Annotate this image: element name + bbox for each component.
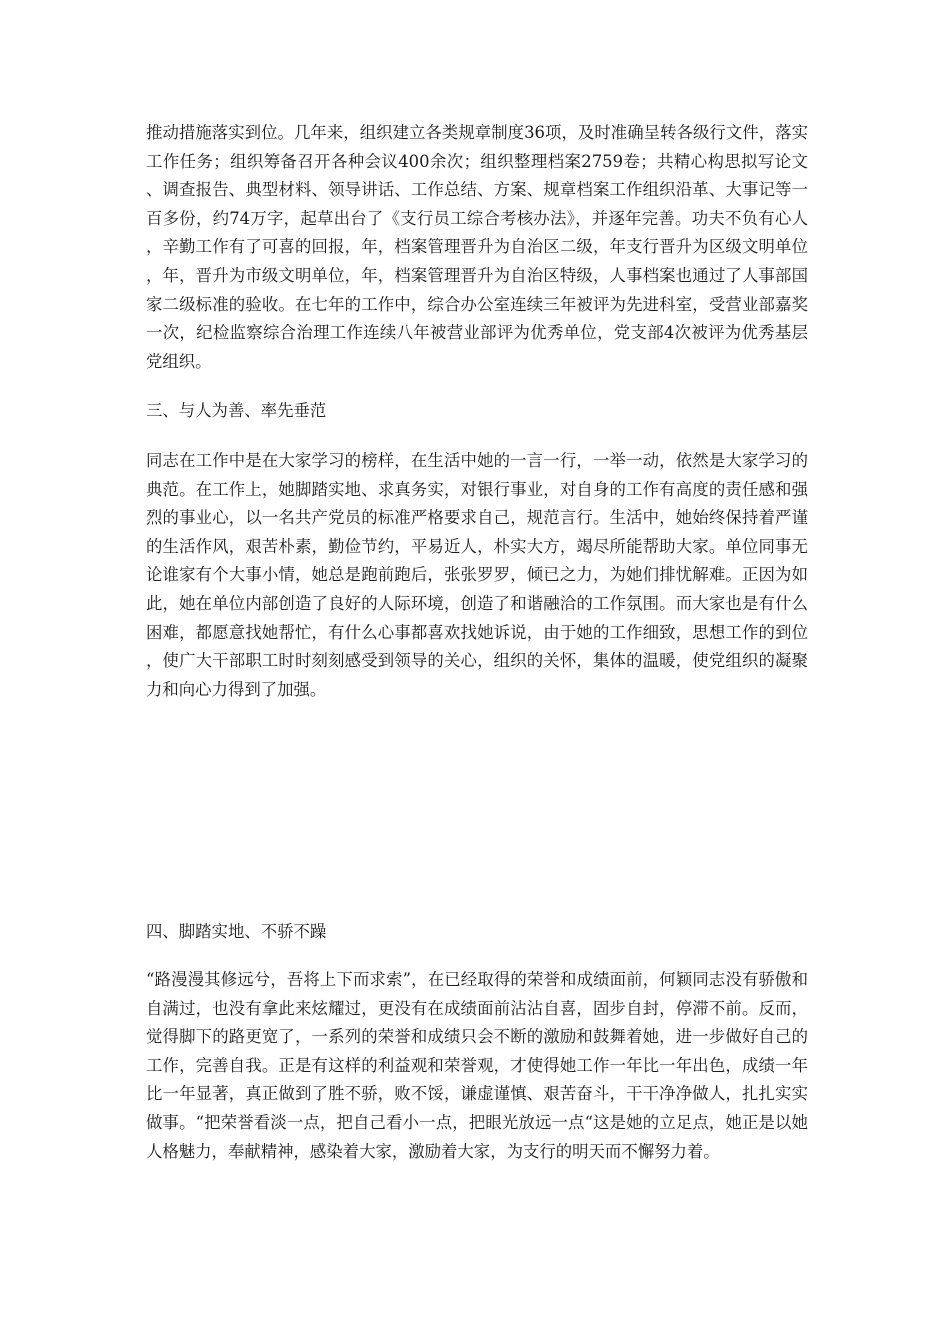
paragraph-humility: “路漫漫其修远兮，吾将上下而求索”，在已经取得的荣誉和成绩面前，何颖同志没有骄傲和自满过，也没有拿此来炫耀过，更没有在成绩面前沾沾自喜，固步自封，停滞不前。反而，觉得脚下的路更宽了，一系列的荣誉和成绩只会不断的激励和鼓舞着她，进一步做好自己的工作，完善自我。正是有这样的利益观和荣誉观，才使得她工作一年比一年出色，成绩一年比一年显著，真正做到了胜不骄，败不馁，谦虚谨慎、艰苦奋斗，干干净净做人，扎扎实实做事。“把荣誉看淡一点，把自己看小一点，把眼光放远一点“这是她的立足点，她正是以她人格魅力，奉献精神，感染着大家，激励着大家，为支行的明天而不懈努力着。	[146, 970, 808, 1161]
section-heading-three: 三、与人为善、率先垂范	[146, 401, 327, 420]
paragraph-achievements: 推动措施落实到位。几年来，组织建立各类规章制度36项，及时准确呈转各级行文件，落实工作任务；组织筹备召开各种会议400余次；组织整理档案2759卷；共精心构思拟写论文、调查报告、典型材料、领导讲话、工作总结、方案、规章档案工作组织沿革、大事记等一百多份，约74万字，起草出台了《支行员工综合考核办法》，并逐年完善。功夫不负有心人，辛勤工作有了可喜的回报，年，档案管理晋升为自治区二级，年支行晋升为区级文明单位，年，晋升为市级文明单位，年，档案管理晋升为自治区特级，人事档案也通过了人事部国家二级标准的验收。在七年的工作中，综合办公室连续三年被评为先进科室，受营业部嘉奖一次，纪检监察综合治理工作连续八年被营业部评为优秀单位，党支部4次被评为优秀基层党组织。	[146, 123, 808, 371]
paragraph-role-model: 同志在工作中是在大家学习的榜样，在生活中她的一言一行，一举一动，依然是大家学习的典范。在工作上，她脚踏实地、求真务实，对银行事业，对自身的工作有高度的责任感和强烈的事业心，以一名共产党员的标准严格要求自己，规范言行。生活中，她始终保持着严谨的生活作风，艰苦朴素，勤俭节约，平易近人，朴实大方，竭尽所能帮助大家。单位同事无论谁家有个大事小情，她总是跑前跑后，张张罗罗，倾已之力，为她们排忧解难。正因为如此，她在单位内部创造了良好的人际环境，创造了和谐融洽的工作氛围。而大家也是有什么困难，都愿意找她帮忙，有什么心事都喜欢找她诉说，由于她的工作细致，思想工作的到位，使广大干部职工时时刻刻感受到领导的关心，组织的关怀，集体的温暖，使党组织的凝聚力和向心力得到了加强。	[146, 451, 808, 699]
section-heading-four: 四、脚踏实地、不骄不躁	[146, 922, 327, 941]
